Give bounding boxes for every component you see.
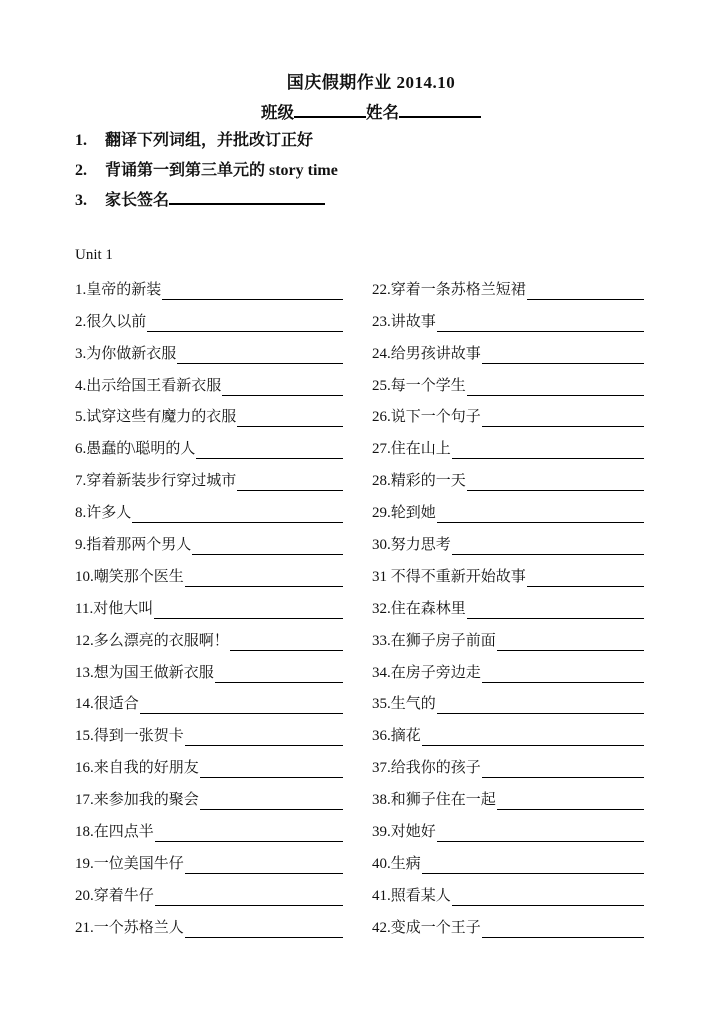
phrase-text: 7.穿着新装步行穿过城市 [75, 473, 237, 490]
name-label: 姓名 [366, 103, 399, 122]
phrase-item [75, 559, 343, 591]
answer-blank[interactable] [200, 809, 343, 810]
phrase-text: 21.一个苏格兰人 [75, 919, 184, 936]
instruction-list [75, 130, 635, 220]
phrase-item [372, 368, 644, 400]
phrase-item [372, 782, 644, 814]
answer-blank[interactable] [177, 363, 343, 364]
answer-blank[interactable] [467, 618, 644, 619]
answer-blank[interactable] [422, 745, 644, 746]
phrase-item [372, 336, 644, 368]
answer-blank[interactable] [527, 586, 644, 587]
page-title: 国庆假期作业 2014.10 [286, 73, 456, 92]
instruction-item [75, 190, 635, 220]
answer-blank[interactable] [482, 937, 644, 938]
phrase-text: 37.给我你的孩子 [372, 760, 481, 777]
phrase-item [372, 655, 644, 687]
phrase-text: 30.努力思考 [372, 537, 451, 554]
phrase-text: 1.皇帝的新装 [75, 281, 162, 298]
instruction-item [75, 130, 635, 160]
phrase-text: 38.和狮子住在一起 [372, 792, 496, 809]
answer-blank[interactable] [497, 650, 644, 651]
phrase-item [372, 846, 644, 878]
phrase-text: 12.多么漂亮的衣服啊！ [75, 632, 229, 649]
answer-blank[interactable] [155, 841, 343, 842]
phrase-item [75, 591, 343, 623]
phrase-item [372, 750, 644, 782]
answer-blank[interactable] [437, 522, 644, 523]
phrase-text: 6.愚蠢的\聪明的人 [75, 441, 196, 458]
phrase-text: 4.出示给国王看新衣服 [75, 377, 222, 394]
instruction-text: 翻译下列词组，并批改订正好 [105, 132, 314, 149]
phrase-item [75, 368, 343, 400]
phrase-text: 15.得到一张贺卡 [75, 728, 184, 745]
answer-blank[interactable] [482, 363, 644, 364]
phrase-text: 34.在房子旁边走 [372, 664, 481, 681]
answer-blank[interactable] [200, 777, 343, 778]
phrase-item [372, 559, 644, 591]
phrase-item [372, 495, 644, 527]
answer-blank[interactable] [497, 809, 644, 810]
phrase-item [372, 814, 644, 846]
phrase-item [372, 591, 644, 623]
phrase-text: 27.住在山上 [372, 441, 451, 458]
phrase-text: 2.很久以前 [75, 313, 147, 330]
answer-blank[interactable] [155, 905, 343, 906]
answer-blank[interactable] [192, 554, 343, 555]
answer-blank[interactable] [154, 618, 343, 619]
phrase-text: 19.一位美国牛仔 [75, 855, 184, 872]
answer-blank[interactable] [215, 682, 343, 683]
phrase-text: 28.精彩的一天 [372, 473, 466, 490]
phrase-item [75, 431, 343, 463]
phrase-text: 22.穿着一条苏格兰短裙 [372, 281, 526, 298]
right-column [372, 272, 644, 942]
left-column [75, 272, 343, 942]
instruction-item [75, 160, 635, 190]
phrase-text: 3.为你做新衣服 [75, 345, 177, 362]
answer-blank[interactable] [437, 841, 644, 842]
phrase-text: 11.对他大叫 [75, 600, 154, 617]
phrase-text: 13.想为国王做新衣服 [75, 664, 214, 681]
phrase-item [75, 718, 343, 750]
phrase-item [75, 272, 343, 304]
instruction-text: 家长签名 [105, 192, 170, 209]
phrase-item [372, 272, 644, 304]
phrase-text: 36.摘花 [372, 728, 421, 745]
answer-blank[interactable] [452, 905, 644, 906]
phrase-item [372, 623, 644, 655]
phrase-item [75, 878, 343, 910]
phrase-item [75, 910, 343, 942]
answer-blank[interactable] [185, 745, 343, 746]
phrase-item [75, 782, 343, 814]
phrase-item [372, 910, 644, 942]
answer-blank[interactable] [185, 937, 343, 938]
phrase-text: 24.给男孩讲故事 [372, 345, 481, 362]
phrase-text: 32.住在森林里 [372, 600, 466, 617]
phrase-item [372, 527, 644, 559]
answer-blank[interactable] [140, 713, 343, 714]
phrase-item [75, 655, 343, 687]
answer-blank[interactable] [527, 299, 644, 300]
answer-blank[interactable] [482, 426, 644, 427]
answer-blank[interactable] [422, 873, 644, 874]
phrase-text: 31 不得不重新开始故事 [372, 568, 526, 585]
phrase-item [372, 878, 644, 910]
phrase-text: 17.来参加我的聚会 [75, 792, 199, 809]
phrase-text: 18.在四点半 [75, 824, 154, 841]
answer-blank[interactable] [482, 777, 644, 778]
answer-blank[interactable] [185, 586, 343, 587]
phrase-item [372, 304, 644, 336]
answer-blank[interactable] [452, 458, 644, 459]
phrase-text: 20.穿着牛仔 [75, 887, 154, 904]
phrase-item [372, 400, 644, 432]
phrase-text: 40.生病 [372, 855, 421, 872]
answer-blank[interactable] [437, 713, 644, 714]
signature-blank[interactable] [169, 202, 325, 205]
answer-blank[interactable] [147, 331, 343, 332]
phrase-item [75, 814, 343, 846]
answer-blank[interactable] [185, 873, 343, 874]
phrase-item [372, 463, 644, 495]
phrase-text: 9.指着那两个男人 [75, 537, 192, 554]
answer-blank[interactable] [237, 490, 343, 491]
section-title: Unit 1 [75, 247, 113, 263]
phrase-text: 26.说下一个句子 [372, 409, 481, 426]
answer-blank[interactable] [482, 682, 644, 683]
phrase-item [372, 718, 644, 750]
class-label: 班级 [261, 103, 294, 122]
phrase-item [75, 846, 343, 878]
phrase-text: 23.讲故事 [372, 313, 436, 330]
name-blank[interactable] [399, 115, 481, 118]
phrase-item [372, 431, 644, 463]
phrase-item [75, 400, 343, 432]
phrase-text: 5.试穿这些有魔力的衣服 [75, 409, 237, 426]
phrase-text: 14.很适合 [75, 696, 139, 713]
answer-blank[interactable] [230, 650, 343, 651]
phrase-item [75, 336, 343, 368]
phrase-item [75, 304, 343, 336]
phrase-text: 25.每一个学生 [372, 377, 466, 394]
instruction-number: 1. [75, 132, 87, 149]
answer-blank[interactable] [467, 395, 644, 396]
phrase-text: 39.对她好 [372, 824, 436, 841]
phrase-text: 10.嘲笑那个医生 [75, 568, 184, 585]
phrase-text: 16.来自我的好朋友 [75, 760, 199, 777]
phrase-text: 42.变成一个王子 [372, 919, 481, 936]
answer-blank[interactable] [237, 426, 343, 427]
phrase-text: 35.生气的 [372, 696, 436, 713]
instruction-number: 2. [75, 162, 87, 179]
instruction-number: 3. [75, 192, 87, 209]
phrase-text: 41.照看某人 [372, 887, 451, 904]
phrase-item [75, 495, 343, 527]
phrase-text: 29.轮到她 [372, 505, 436, 522]
answer-blank[interactable] [452, 554, 644, 555]
phrase-item [372, 687, 644, 719]
phrase-text: 8.许多人 [75, 505, 132, 522]
answer-blank[interactable] [162, 299, 343, 300]
answer-blank[interactable] [437, 331, 644, 332]
phrase-item [75, 623, 343, 655]
class-name-line [0, 102, 718, 123]
phrase-text: 33.在狮子房子前面 [372, 632, 496, 649]
phrase-item [75, 527, 343, 559]
answer-blank[interactable] [196, 458, 343, 459]
answer-blank[interactable] [222, 395, 343, 396]
class-blank[interactable] [294, 115, 366, 118]
answer-blank[interactable] [467, 490, 644, 491]
phrase-item [75, 687, 343, 719]
phrase-item [75, 750, 343, 782]
answer-blank[interactable] [132, 522, 343, 523]
instruction-text: 背诵第一到第三单元的 story time [105, 162, 338, 179]
phrase-item [75, 463, 343, 495]
